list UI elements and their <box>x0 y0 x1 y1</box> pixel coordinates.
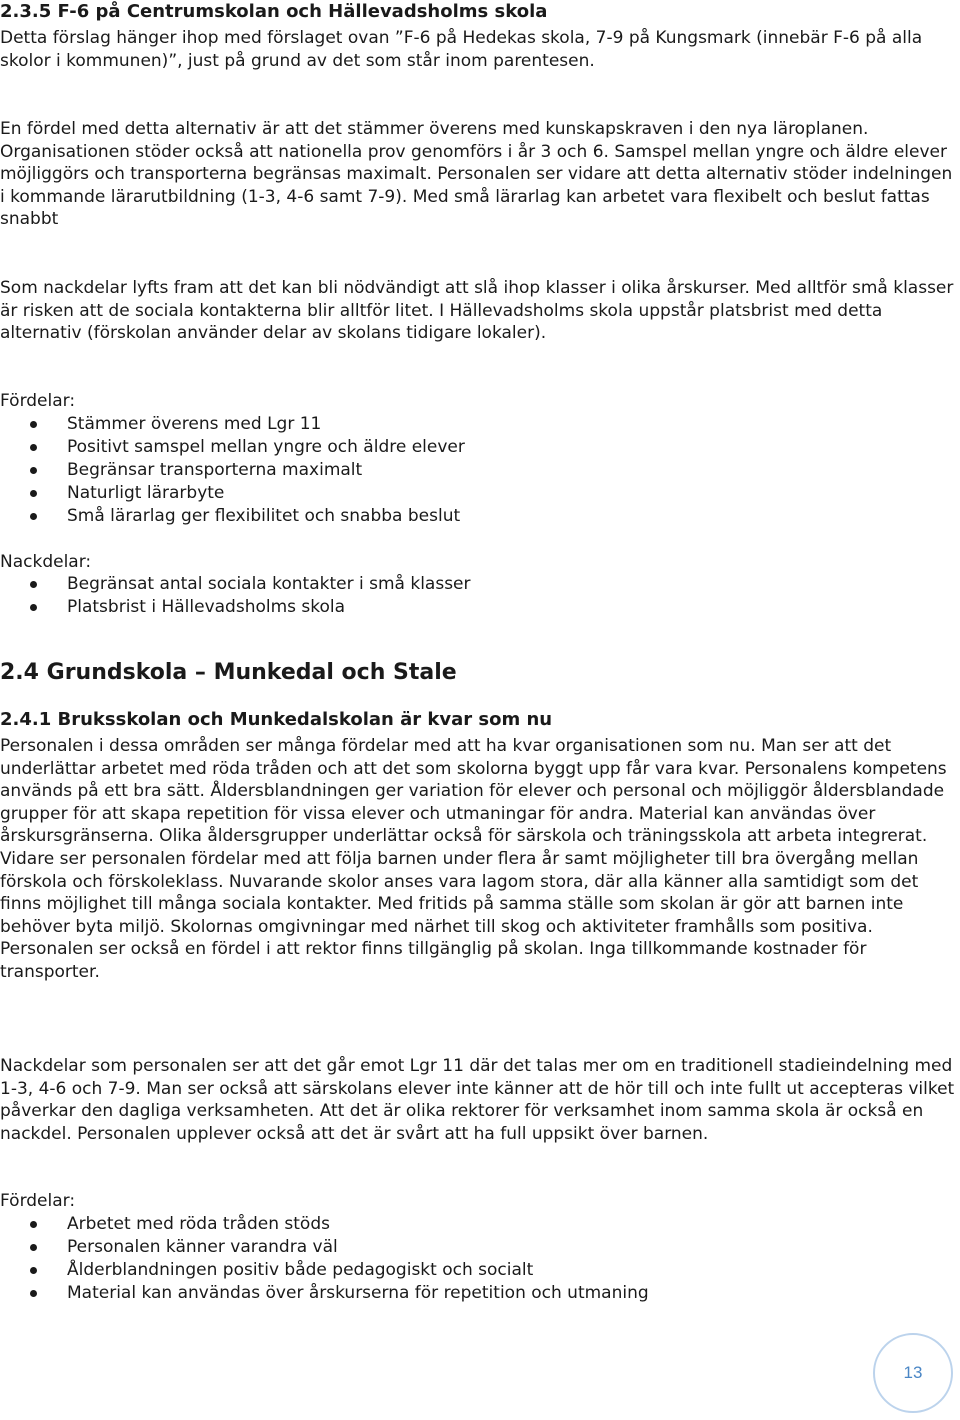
bullet-icon <box>30 1290 37 1297</box>
page-number-text: 13 <box>903 1363 923 1382</box>
bullet-icon <box>30 1221 37 1228</box>
bullet-icon <box>30 421 37 428</box>
list-item-text: Naturligt lärarbyte <box>67 483 225 503</box>
bullet-icon <box>30 1244 37 1251</box>
paragraph-disadvantages-text: Som nackdelar lyfts fram att det kan bli nödvändigt att slå ihop klasser i olika årskurser. Med alltför små klasser är risken att de sociala kontakterna blir alltför litet. I Hällevadsholms skola uppstår platsbrist med detta alternativ (förskolan använder delar av skolans tidigare lokaler). <box>0 278 954 344</box>
advantages-list <box>0 413 955 528</box>
list-item <box>0 1213 955 1236</box>
disadvantages-list <box>0 573 955 619</box>
paragraph-disadvantages-text: Nackdelar som personalen ser att det går emot Lgr 11 där det talas mer om en traditionell stadieindelning med 1-3, 4-6 och 7-9. Man ser också att särskolans elever inte känner att de hör till och inte fullt ut accepteras vilket påverkar den dagliga verksamheten. Att det är olika rektorer för verksamhet inom samma skola är också en nackdel. Personalen upplever också att det är svårt att ha full uppsikt över barnen. <box>0 1056 955 1144</box>
list-item <box>0 1282 955 1305</box>
list-item <box>0 505 955 528</box>
paragraph-advantages-text: En fördel med detta alternativ är att det stämmer överens med kunskapskraven i den nya läroplanen. Organisationen stöder också att nationella prov genomförs i år 3 och 6. Samspel mellan yngre och äldre elever möjliggörs och transporterna begränsas maximalt. Personalen ser vidare att detta alternativ stöder indelningen i kommande lärarutbildning (1-3, 4-6 samt 7-9). Med små lärarlag kan arbetet vara flexibelt och beslut fattas snabbt <box>0 119 953 230</box>
list-item <box>0 436 955 459</box>
bullet-icon <box>30 467 37 474</box>
section-heading-2-4-1: 2.4.1 Bruksskolan och Munkedalskolan är kvar som nu <box>0 709 553 730</box>
advantages-label: Fördelar: <box>0 391 76 411</box>
list-item <box>0 1259 955 1282</box>
bullet-icon <box>30 490 37 497</box>
list-item-text: Stämmer överens med Lgr 11 <box>67 414 322 434</box>
advantages-list <box>0 1213 955 1305</box>
page-number <box>873 1333 953 1413</box>
list-item <box>0 573 955 596</box>
bullet-icon <box>30 581 37 588</box>
paragraph-advantages-text: Personalen i dessa områden ser många fördelar med att ha kvar organisationen som nu. Man ser att det underlättar arbetet med röda tråden och att det som skolorna byggt upp får vara kvar. Personalens kompetens används på ett bra sätt. Åldersblandningen ger variation för elever och personal och möjliggör åldersblandade grupper för att skapa repetition för vissa elever och utmaningar för andra. Material kan användas över årskursgränserna. Olika åldersgrupper underlättar också för särskola och träningsskola att arbeta integrerat. Vidare ser personalen fördelar med att följa barnen under flera år samt möjligheter till bra övergång mellan förskola och förskoleklass. Nuvarande skolor anses vara lagom stora, där alla känner alla samtidigt som det finns möjlighet till många sociala kontakter. Med fritids på samma ställe som skolan är gör att barnen inte behöver byta miljö. Skolornas omgivningar med närhet till skog och aktiviteter framhålls som positiva. Personalen ser också en fördel i att rektor finns tillgänglig på skolan. Inga tillkommande kostnader för transporter. <box>0 736 947 982</box>
list-item <box>0 1236 955 1259</box>
advantages-label: Fördelar: <box>0 1191 76 1211</box>
section-heading-2-4: 2.4 Grundskola – Munkedal och Stale <box>0 660 457 685</box>
list-item <box>0 459 955 482</box>
paragraph-intro: Detta förslag hänger ihop med förslaget ovan ”F-6 på Hedekas skola, 7-9 på Kungsmark (innebär F-6 på alla skolor i kommunen)”, just på grund av det som står inom parentesen. <box>0 28 923 71</box>
bullet-icon <box>30 444 37 451</box>
list-item-text: Begränsat antal sociala kontakter i små klasser <box>67 574 471 594</box>
list-item-text: Begränsar transporterna maximalt <box>67 460 363 480</box>
list-item-text: Små lärarlag ger flexibilitet och snabba beslut <box>67 506 461 526</box>
disadvantages-label: Nackdelar: <box>0 552 92 572</box>
list-item-text: Material kan användas över årskurserna för repetition och utmaning <box>67 1283 649 1303</box>
bullet-icon <box>30 604 37 611</box>
list-item <box>0 413 955 436</box>
section-heading-2-3-5: 2.3.5 F-6 på Centrumskolan och Hällevadsholms skola <box>0 1 548 22</box>
list-item-text: Personalen känner varandra väl <box>67 1237 338 1257</box>
list-item-text: Platsbrist i Hällevadsholms skola <box>67 597 346 617</box>
list-item <box>0 482 955 505</box>
list-item-text: Arbetet med röda tråden stöds <box>67 1214 330 1234</box>
list-item <box>0 596 955 619</box>
list-item-text: Ålderblandningen positiv både pedagogiskt och socialt <box>67 1260 534 1280</box>
bullet-icon <box>30 1267 37 1274</box>
list-item-text: Positivt samspel mellan yngre och äldre elever <box>67 437 465 457</box>
bullet-icon <box>30 513 37 520</box>
